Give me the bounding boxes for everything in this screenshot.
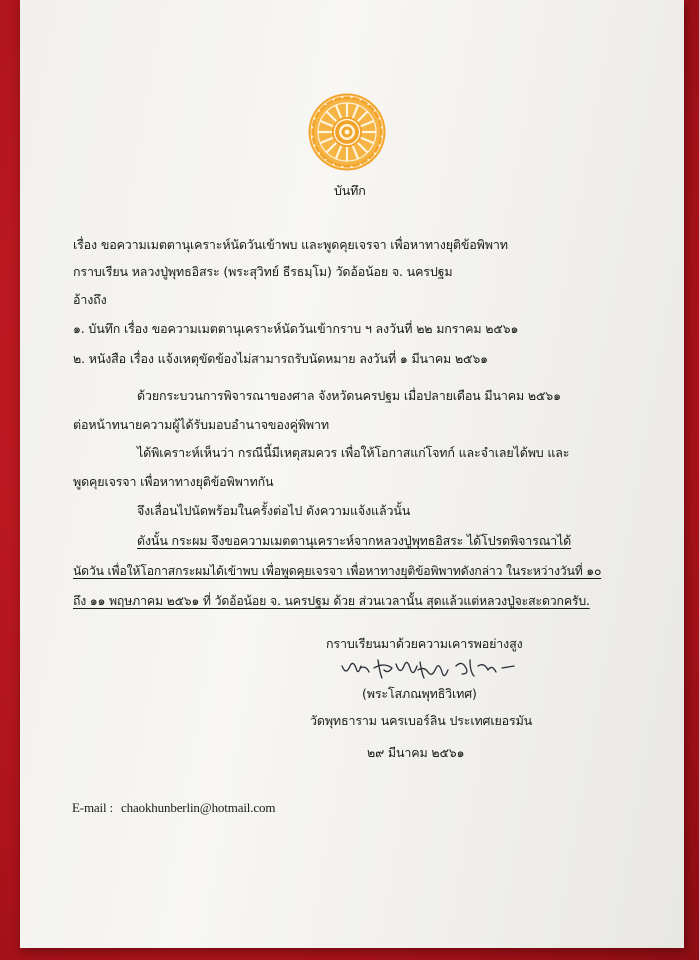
wheel-rim-dot [359, 98, 361, 100]
wheel-rim-dot [324, 103, 326, 105]
wheel-rim-dot [381, 135, 383, 137]
wheel-rim-dot [359, 163, 361, 165]
reference-label: อ้างถึง [73, 292, 107, 307]
paragraph-4-line-1: ดังนั้น กระผม จึงขอความเมตตานุเคราะห์จากหลวงปู่พุทธอิสระ ได้โปรดพิจารณาได้ [137, 533, 572, 548]
email-address: chaokhunberlin@hotmail.com [121, 800, 276, 815]
paragraph-1-line-1: ด้วยกระบวนการพิจารณาของศาล จังหวัดนครปฐม เมื่อปลายเดือน มีนาคม ๒๕๖๑ [137, 388, 561, 403]
paragraph-2-line-2: พูดคุยเจรจา เพื่อหาทางยุติข้อพิพาทกัน [73, 474, 274, 489]
wheel-rim-dot [381, 126, 383, 128]
paragraph-4-line-2: นัดวัน เพื่อให้โอกาสกระผมได้เข้าพบ เพื่อพูดคุยเจรจา เพื่อหาทางยุติข้อพิพาทดังกล่าว ในระหว่างวันที่ ๑๐ [73, 564, 602, 578]
signer-name: (พระโสภณพุทธิวิเทศ) [362, 686, 477, 701]
email-label: E-mail : [72, 800, 114, 815]
wheel-rim-dot [350, 166, 352, 168]
paragraph-4-line-3: ถึง ๑๑ พฤษภาคม ๒๕๖๑ ที่ วัดอ้อน้อย จ. นครปฐม ด้วย ส่วนเวลานั้น สุดแล้วแต่หลวงปู่จะสะดวกครับ. [73, 594, 590, 608]
wheel-rim-dot [378, 144, 380, 146]
wheel-rim-dot [318, 109, 320, 111]
wheel-rim-dot [318, 152, 320, 154]
wheel-rim-dot [311, 135, 313, 137]
wheel-rim-dot [367, 103, 369, 105]
wheel-rim-dot [324, 159, 326, 161]
reference-item-1: ๑. บันทึก เรื่อง ขอความเมตตานุเคราะห์นัดวันเข้ากราบ ฯ ลงวันที่ ๒๒ มกราคม ๒๕๖๑ [73, 321, 519, 336]
wheel-rim-dot [313, 144, 315, 146]
wheel-rim-dot [374, 109, 376, 111]
wheel-rim-dot [311, 126, 313, 128]
closing-line: กราบเรียนมาด้วยความเคารพอย่างสูง [326, 636, 523, 651]
signature-image [338, 656, 528, 682]
wheel-rim-dot [313, 117, 315, 119]
wheel-rim-dot [350, 96, 352, 98]
wheel-rim-dot [341, 166, 343, 168]
paragraph-3: จึงเลื่อนไปนัดพร้อมในครั้งต่อไป ดังความแจ้งแล้วนั้น [137, 503, 411, 518]
addressee-line: กราบเรียน หลวงปู่พุทธอิสระ (พระสุวิทย์ ธีรธมฺโม) วัดอ้อน้อย จ. นครปฐม [73, 264, 453, 279]
dharma-wheel-icon [307, 92, 387, 172]
wheel-rim-dot [341, 96, 343, 98]
wheel-rim-dot [367, 159, 369, 161]
wheel-rim-dot [374, 152, 376, 154]
reference-item-2: ๒. หนังสือ เรื่อง แจ้งเหตุขัดข้องไม่สามารถรับนัดหมาย ลงวันที่ ๑ มีนาคม ๒๕๖๑ [73, 351, 488, 366]
subject-line: เรื่อง ขอความเมตตานุเคราะห์นัดวันเข้าพบ และพูดคุยเจรจา เพื่อหาทางยุติข้อพิพาท [73, 237, 508, 252]
document-heading: บันทึก [334, 183, 366, 198]
paragraph-1-line-2: ต่อหน้าทนายความผู้ได้รับมอบอำนาจของคู่พิพาท [73, 417, 329, 432]
paragraph-2-line-1: ได้พิเคราะห์เห็นว่า กรณีนี้มีเหตุสมควร เพื่อให้โอกาสแก่โจทก์ และจำเลยได้พบ และ [137, 445, 570, 460]
wheel-rim-dot [378, 117, 380, 119]
wheel-rim-dot [332, 163, 334, 165]
document-date: ๒๙ มีนาคม ๒๕๖๑ [367, 745, 465, 760]
signer-organization: วัดพุทธาราม นครเบอร์ลิน ประเทศเยอรมัน [310, 713, 533, 728]
wheel-rim-dot [332, 98, 334, 100]
